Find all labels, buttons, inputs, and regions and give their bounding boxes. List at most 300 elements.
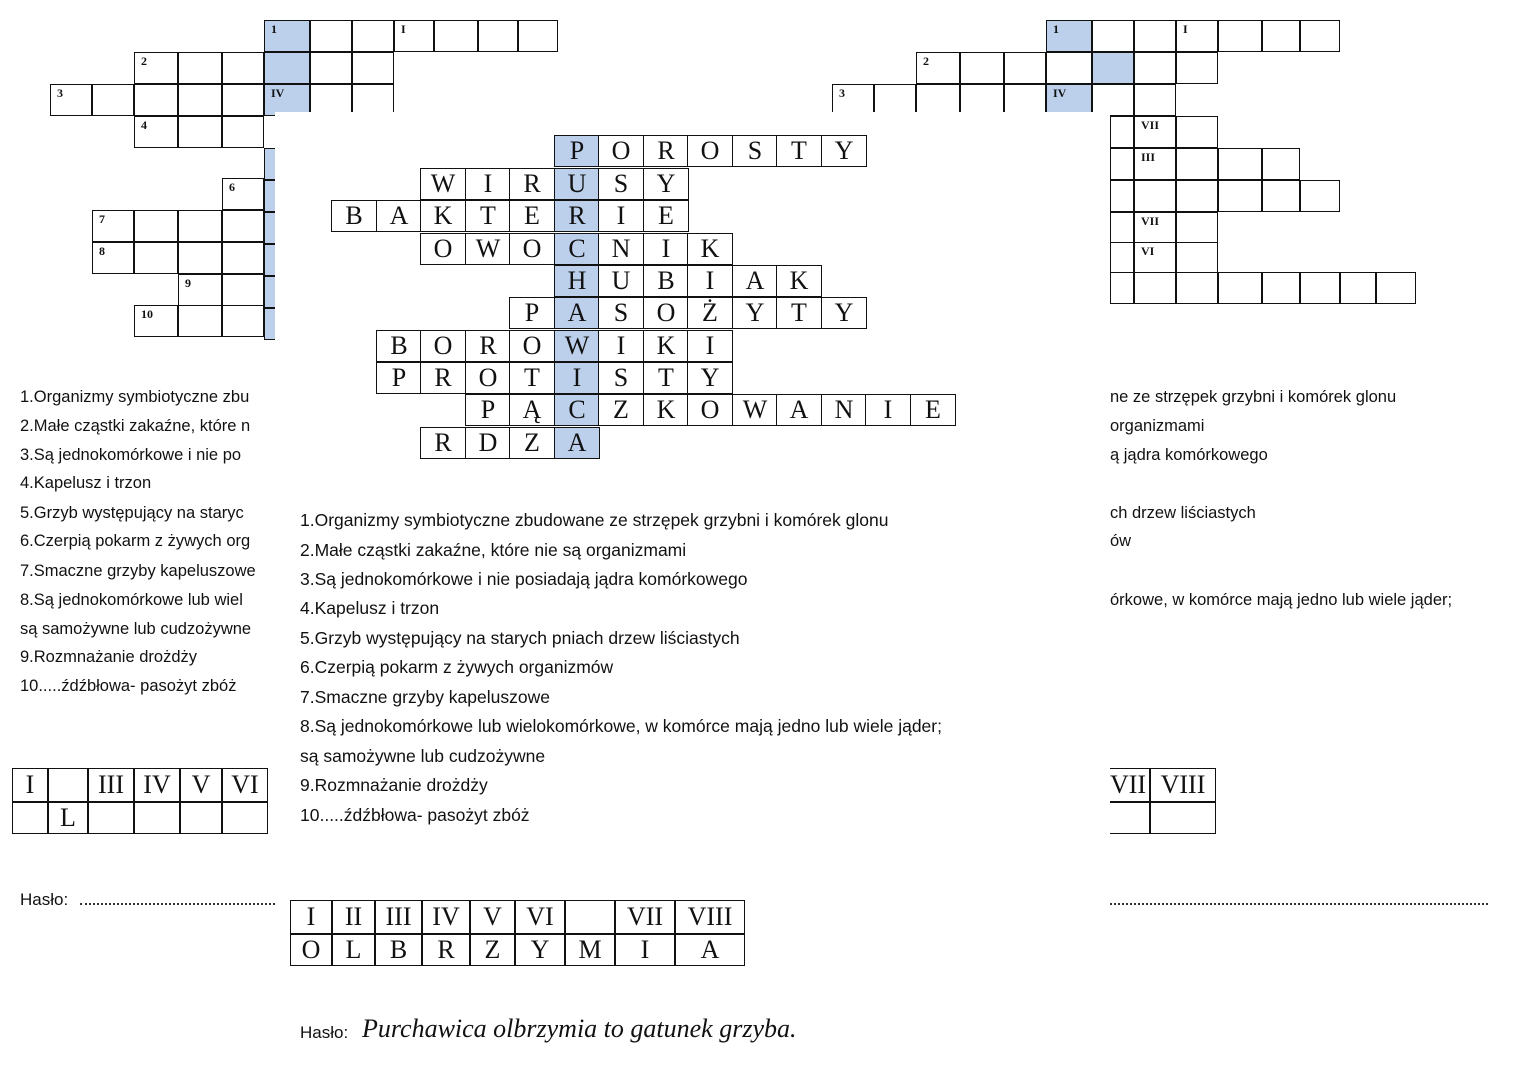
crossword-cell bbox=[509, 200, 555, 232]
grid-cell bbox=[1134, 84, 1176, 116]
grid-cell bbox=[1218, 148, 1262, 180]
clue-text: 10.....źdźbłowa- pasożyt zbóż bbox=[300, 805, 530, 825]
grid-cell bbox=[178, 52, 222, 84]
clue-number: 3 bbox=[839, 86, 845, 100]
grid-cell bbox=[1176, 212, 1218, 244]
crossword-letter: I bbox=[572, 363, 582, 392]
grid-cell bbox=[1134, 242, 1176, 274]
roman-header-cell: VI bbox=[515, 900, 565, 934]
roman-header-cell: VI bbox=[222, 768, 268, 802]
clue-text: 1.Organizmy symbiotyczne zbudowane ze strzępek grzybni i komórek glonu bbox=[300, 510, 889, 530]
background-clue: 9.Rozmnażanie drożdży bbox=[20, 648, 198, 666]
grid-cell bbox=[1110, 116, 1134, 148]
crossword-cell bbox=[420, 233, 466, 265]
crossword-cell bbox=[465, 330, 511, 362]
crossword-letter: T bbox=[791, 298, 807, 327]
clue-number: VI bbox=[1141, 244, 1155, 258]
crossword-letter: C bbox=[568, 395, 586, 424]
crossword-letter: P bbox=[480, 395, 496, 424]
crossword-letter: S bbox=[613, 363, 629, 392]
grid-cell bbox=[1262, 20, 1300, 52]
roman-value-cell: O bbox=[290, 934, 332, 966]
grid-cell bbox=[264, 20, 310, 52]
grid-cell bbox=[178, 274, 222, 306]
grid-cell bbox=[1262, 272, 1300, 304]
crossword-cell bbox=[554, 265, 600, 297]
roman-header-cell: VII bbox=[1106, 768, 1150, 802]
crossword-cell bbox=[732, 394, 778, 426]
clue-number: VII bbox=[1141, 118, 1160, 132]
crossword-cell bbox=[465, 362, 511, 394]
clue-number: 6 bbox=[229, 180, 235, 194]
clue-number: 10 bbox=[141, 307, 153, 321]
crossword-cell bbox=[554, 362, 600, 394]
crossword-letter: E bbox=[658, 201, 674, 230]
roman-header-cell: I bbox=[290, 900, 332, 934]
grid-cell bbox=[1262, 148, 1300, 180]
grid-cell bbox=[1176, 148, 1218, 180]
grid-cell bbox=[1046, 52, 1092, 84]
background-clue: 5.Grzyb występujący na staryc bbox=[20, 504, 244, 522]
roman-header-cell: V bbox=[470, 900, 515, 934]
crossword-cell bbox=[554, 200, 600, 232]
crossword-letter: N bbox=[611, 234, 631, 263]
clue-number: I bbox=[1183, 22, 1188, 36]
crossword-cell bbox=[376, 362, 422, 394]
crossword-letter: S bbox=[613, 169, 629, 198]
grid-cell bbox=[1134, 180, 1176, 212]
crossword-letter: O bbox=[700, 395, 720, 424]
crossword-letter: R bbox=[479, 331, 497, 360]
clue-number: VII bbox=[1141, 214, 1160, 228]
background-clue: organizmami bbox=[1110, 417, 1205, 435]
roman-value-cell: M bbox=[565, 934, 615, 966]
clue-text: 3.Są jednokomórkowe i nie posiadają jądra komórkowego bbox=[300, 569, 748, 589]
clue-text: 2.Małe cząstki zakaźne, które nie są organizmami bbox=[300, 540, 687, 560]
crossword-cell bbox=[865, 394, 911, 426]
crossword-cell bbox=[643, 265, 689, 297]
crossword-cell bbox=[732, 297, 778, 329]
grid-cell bbox=[222, 305, 264, 337]
background-clue: 10.....źdźbłowa- pasożyt zbóż bbox=[20, 677, 237, 695]
crossword-letter: R bbox=[523, 169, 541, 198]
grid-cell bbox=[222, 84, 264, 116]
crossword-letter: B bbox=[390, 331, 408, 360]
grid-cell bbox=[178, 242, 222, 274]
crossword-letter: A bbox=[389, 201, 409, 230]
background-clue: ch drzew liściastych bbox=[1110, 504, 1256, 522]
crossword-cell bbox=[420, 362, 466, 394]
crossword-cell bbox=[643, 135, 689, 167]
grid-cell bbox=[92, 84, 134, 116]
haslo-label: Hasło: bbox=[300, 1023, 349, 1042]
crossword-letter: W bbox=[742, 395, 768, 424]
crossword-cell bbox=[687, 362, 733, 394]
grid-cell bbox=[178, 210, 222, 242]
crossword-letter: D bbox=[478, 428, 498, 457]
grid-cell bbox=[222, 116, 264, 148]
roman-value-cell: Y bbox=[515, 934, 565, 966]
crossword-cell bbox=[420, 330, 466, 362]
crossword-cell bbox=[598, 362, 644, 394]
crossword-letter: P bbox=[391, 363, 407, 392]
crossword-cell bbox=[420, 200, 466, 232]
crossword-letter: A bbox=[789, 395, 809, 424]
crossword-cell bbox=[465, 394, 511, 426]
background-clue: órkowe, w komórce mają jedno lub wiele jąder; bbox=[1110, 591, 1453, 609]
crossword-letter: T bbox=[524, 363, 540, 392]
crossword-letter: E bbox=[925, 395, 941, 424]
crossword-letter: K bbox=[700, 234, 720, 263]
roman-value-cell bbox=[222, 802, 268, 834]
crossword-cell bbox=[554, 394, 600, 426]
grid-cell bbox=[92, 242, 134, 274]
grid-cell bbox=[1134, 20, 1176, 52]
grid-cell bbox=[310, 20, 352, 52]
clue-text: 8.Są jednokomórkowe lub wielokomórkowe, w komórce mają jedno lub wiele jąder; bbox=[300, 716, 942, 736]
grid-cell bbox=[1218, 272, 1262, 304]
roman-header-cell: VIII bbox=[1150, 768, 1216, 802]
crossword-cell bbox=[509, 394, 555, 426]
crossword-letter: W bbox=[475, 234, 501, 263]
crossword-letter: Ż bbox=[702, 298, 718, 327]
crossword-letter: R bbox=[568, 201, 586, 230]
crossword-cell bbox=[598, 200, 644, 232]
grid-cell bbox=[1340, 272, 1376, 304]
crossword-letter: R bbox=[434, 363, 452, 392]
roman-value-cell: I bbox=[615, 934, 675, 966]
grid-cell bbox=[178, 305, 222, 337]
roman-value-cell: A bbox=[675, 934, 745, 966]
grid-cell bbox=[1262, 180, 1300, 212]
background-clue: są samożywne lub cudzożywne bbox=[20, 620, 252, 638]
crossword-cell bbox=[598, 297, 644, 329]
roman-header-cell: IV bbox=[134, 768, 180, 802]
clue-number: I bbox=[401, 22, 406, 36]
grid-cell bbox=[1218, 180, 1262, 212]
roman-value-cell bbox=[1106, 802, 1150, 834]
background-clue: 4.Kapelusz i trzon bbox=[20, 474, 152, 492]
crossword-cell bbox=[687, 297, 733, 329]
background-clue: ą jądra komórkowego bbox=[1110, 446, 1268, 464]
clue-number: 8 bbox=[99, 244, 105, 258]
background-clue: 6.Czerpią pokarm z żywych org bbox=[20, 532, 251, 550]
clue-number: 2 bbox=[923, 54, 929, 68]
clue-text: 6.Czerpią pokarm z żywych organizmów bbox=[300, 657, 614, 677]
crossword-cell bbox=[821, 297, 867, 329]
grid-cell bbox=[1300, 20, 1340, 52]
crossword-cell bbox=[420, 168, 466, 200]
grid-cell bbox=[1376, 272, 1416, 304]
grid-cell bbox=[92, 210, 134, 242]
crossword-letter: H bbox=[567, 266, 587, 295]
grid-cell bbox=[518, 20, 558, 52]
crossword-letter: O bbox=[611, 136, 631, 165]
crossword-letter: B bbox=[657, 266, 675, 295]
crossword-letter: A bbox=[567, 428, 587, 457]
grid-cell bbox=[1176, 180, 1218, 212]
crossword-cell bbox=[643, 362, 689, 394]
roman-value-cell: B bbox=[375, 934, 422, 966]
crossword-cell bbox=[554, 168, 600, 200]
grid-cell bbox=[264, 52, 310, 84]
roman-value-cell: R bbox=[422, 934, 470, 966]
crossword-cell bbox=[687, 330, 733, 362]
clue-number: IV bbox=[271, 86, 285, 100]
crossword-letter: T bbox=[658, 363, 674, 392]
clue-text: są samożywne lub cudzożywne bbox=[300, 746, 546, 766]
crossword-letter: Y bbox=[700, 363, 720, 392]
grid-cell bbox=[1176, 20, 1218, 52]
roman-value-cell bbox=[180, 802, 222, 834]
crossword-cell bbox=[598, 135, 644, 167]
crossword-letter: T bbox=[480, 201, 496, 230]
crossword-letter: W bbox=[430, 169, 456, 198]
grid-cell bbox=[352, 52, 394, 84]
grid-cell bbox=[1110, 212, 1134, 244]
crossword-cell bbox=[598, 330, 644, 362]
grid-cell bbox=[222, 210, 264, 242]
crossword-cell bbox=[554, 297, 600, 329]
crossword-letter: U bbox=[611, 266, 631, 295]
crossword-cell bbox=[465, 427, 511, 459]
crossword-cell bbox=[598, 394, 644, 426]
crossword-cell bbox=[598, 265, 644, 297]
grid-cell bbox=[1110, 242, 1134, 274]
grid-cell bbox=[178, 84, 222, 116]
grid-cell bbox=[1134, 116, 1176, 148]
crossword-letter: O bbox=[522, 234, 542, 263]
background-clue: ne ze strzępek grzybni i komórek glonu bbox=[1110, 388, 1397, 406]
grid-cell bbox=[394, 20, 434, 52]
background-clue: 1.Organizmy symbiotyczne zbu bbox=[20, 388, 250, 406]
roman-value-cell bbox=[88, 802, 134, 834]
crossword-cell bbox=[687, 233, 733, 265]
grid-cell bbox=[134, 84, 178, 116]
clue-number: III bbox=[1141, 150, 1156, 164]
clue-number: 1 bbox=[271, 22, 277, 36]
crossword-cell bbox=[643, 394, 689, 426]
grid-cell bbox=[1110, 180, 1134, 212]
grid-cell bbox=[1176, 52, 1218, 84]
grid-cell bbox=[1092, 52, 1134, 84]
crossword-cell bbox=[598, 168, 644, 200]
roman-header-cell: V bbox=[180, 768, 222, 802]
grid-cell bbox=[1110, 148, 1134, 180]
crossword-letter: I bbox=[705, 331, 715, 360]
clue-text: 5.Grzyb występujący na starych pniach drzew liściastych bbox=[300, 628, 740, 648]
background-clue: 2.Małe cząstki zakaźne, które n bbox=[20, 417, 251, 435]
crossword-cell bbox=[509, 362, 555, 394]
crossword-letter: O bbox=[700, 136, 720, 165]
crossword-cell bbox=[643, 297, 689, 329]
grid-cell bbox=[134, 305, 178, 337]
grid-cell bbox=[222, 52, 264, 84]
roman-header-cell bbox=[48, 768, 88, 802]
crossword-letter: Ą bbox=[522, 395, 542, 424]
clue-text: 4.Kapelusz i trzon bbox=[300, 598, 440, 618]
crossword-letter: I bbox=[616, 331, 626, 360]
grid-cell bbox=[1218, 20, 1262, 52]
crossword-cell bbox=[776, 394, 822, 426]
crossword-cell bbox=[376, 330, 422, 362]
crossword-cell bbox=[509, 427, 555, 459]
crossword-letter: N bbox=[834, 395, 854, 424]
grid-cell bbox=[1300, 180, 1340, 212]
roman-value-cell bbox=[12, 802, 48, 834]
grid-cell bbox=[1176, 272, 1218, 304]
grid-cell bbox=[178, 116, 222, 148]
crossword-cell bbox=[910, 394, 956, 426]
crossword-cell bbox=[598, 233, 644, 265]
crossword-letter: T bbox=[791, 136, 807, 165]
clue-number: 4 bbox=[141, 118, 147, 132]
grid-cell bbox=[222, 242, 264, 274]
roman-header-cell: III bbox=[88, 768, 134, 802]
crossword-letter: Y bbox=[656, 169, 676, 198]
crossword-letter: K bbox=[656, 395, 676, 424]
grid-cell bbox=[1176, 242, 1218, 274]
crossword-cell bbox=[554, 427, 600, 459]
clue-text: 7.Smaczne grzyby kapeluszowe bbox=[300, 687, 550, 707]
crossword-cell bbox=[643, 330, 689, 362]
grid-cell bbox=[1092, 20, 1134, 52]
crossword-cell bbox=[687, 394, 733, 426]
clue-text: 9.Rozmnażanie drożdży bbox=[300, 775, 488, 795]
crossword-letter: O bbox=[433, 234, 453, 263]
crossword-cell bbox=[687, 135, 733, 167]
crossword-cell bbox=[509, 297, 555, 329]
crossword-letter: I bbox=[661, 234, 671, 263]
crossword-cell bbox=[376, 200, 422, 232]
crossword-letter: S bbox=[747, 136, 763, 165]
grid-cell bbox=[222, 274, 264, 306]
crossword-letter: I bbox=[705, 266, 715, 295]
crossword-cell bbox=[420, 427, 466, 459]
grid-cell bbox=[1134, 212, 1176, 244]
background-haslo-dots-left bbox=[80, 903, 275, 905]
haslo-answer: Purchawica olbrzymia to gatunek grzyba. bbox=[362, 1014, 797, 1043]
crossword-letter: O bbox=[522, 331, 542, 360]
background-clue: ów bbox=[1110, 532, 1132, 550]
crossword-letter: I bbox=[616, 201, 626, 230]
roman-value-cell: L bbox=[48, 802, 88, 834]
crossword-cell bbox=[465, 200, 511, 232]
crossword-letter: P bbox=[569, 136, 585, 165]
roman-value-cell: Z bbox=[470, 934, 515, 966]
grid-cell bbox=[1300, 272, 1340, 304]
crossword-letter: R bbox=[434, 428, 452, 457]
grid-cell bbox=[1134, 148, 1176, 180]
crossword-cell bbox=[687, 265, 733, 297]
roman-header-cell bbox=[565, 900, 615, 934]
grid-cell bbox=[434, 20, 478, 52]
grid-cell bbox=[222, 178, 264, 210]
crossword-letter: B bbox=[345, 201, 363, 230]
grid-cell bbox=[310, 52, 352, 84]
crossword-letter: Y bbox=[834, 136, 854, 165]
clue-number: 2 bbox=[141, 54, 147, 68]
crossword-letter: O bbox=[433, 331, 453, 360]
grid-cell bbox=[1110, 272, 1134, 304]
crossword-cell bbox=[331, 200, 377, 232]
crossword-cell bbox=[643, 233, 689, 265]
crossword-letter: C bbox=[568, 234, 586, 263]
crossword-cell bbox=[509, 330, 555, 362]
crossword-letter: Y bbox=[834, 298, 854, 327]
crossword-letter: Z bbox=[613, 395, 629, 424]
crossword-letter: Y bbox=[745, 298, 765, 327]
crossword-cell bbox=[509, 233, 555, 265]
crossword-cell bbox=[821, 394, 867, 426]
background-clue: 7.Smaczne grzyby kapeluszowe bbox=[20, 562, 256, 580]
roman-header-cell: IV bbox=[422, 900, 470, 934]
crossword-letter: P bbox=[524, 298, 540, 327]
grid-cell bbox=[134, 52, 178, 84]
crossword-cell bbox=[776, 265, 822, 297]
crossword-letter: S bbox=[613, 298, 629, 327]
grid-cell bbox=[478, 20, 518, 52]
crossword-letter: U bbox=[567, 169, 587, 198]
clue-number: 1 bbox=[1053, 22, 1059, 36]
crossword-cell bbox=[643, 200, 689, 232]
grid-cell bbox=[134, 116, 178, 148]
crossword-letter: K bbox=[433, 201, 453, 230]
roman-header-cell: III bbox=[375, 900, 422, 934]
grid-cell bbox=[134, 210, 178, 242]
grid-cell bbox=[960, 52, 1004, 84]
crossword-letter: A bbox=[745, 266, 765, 295]
clue-number: IV bbox=[1053, 86, 1067, 100]
crossword-cell bbox=[643, 168, 689, 200]
crossword-cell bbox=[554, 330, 600, 362]
crossword-letter: I bbox=[483, 169, 493, 198]
roman-header-cell: VII bbox=[615, 900, 675, 934]
grid-cell bbox=[1004, 52, 1046, 84]
roman-header-cell: II bbox=[332, 900, 375, 934]
crossword-letter: O bbox=[656, 298, 676, 327]
grid-cell bbox=[1046, 20, 1092, 52]
crossword-cell bbox=[465, 233, 511, 265]
roman-value-cell bbox=[1150, 802, 1216, 834]
crossword-letter: I bbox=[883, 395, 893, 424]
roman-header-cell: I bbox=[12, 768, 48, 802]
clue-number: 3 bbox=[57, 86, 63, 100]
roman-header-cell: VIII bbox=[675, 900, 745, 934]
crossword-cell bbox=[821, 135, 867, 167]
crossword-letter: O bbox=[478, 363, 498, 392]
crossword-letter: E bbox=[524, 201, 540, 230]
grid-cell bbox=[1134, 52, 1176, 84]
crossword-cell bbox=[732, 265, 778, 297]
grid-cell bbox=[916, 52, 960, 84]
crossword-letter: R bbox=[657, 136, 675, 165]
crossword-cell bbox=[554, 135, 600, 167]
grid-cell bbox=[50, 84, 92, 116]
grid-cell bbox=[1134, 272, 1176, 304]
grid-cell bbox=[134, 242, 178, 274]
crossword-cell bbox=[465, 168, 511, 200]
grid-cell bbox=[352, 20, 394, 52]
grid-cell bbox=[1176, 116, 1218, 148]
roman-value-cell bbox=[134, 802, 180, 834]
crossword-letter: W bbox=[564, 331, 590, 360]
crossword-cell bbox=[554, 233, 600, 265]
clue-number: 7 bbox=[99, 212, 105, 226]
crossword-letter: K bbox=[789, 266, 809, 295]
crossword-cell bbox=[509, 168, 555, 200]
background-haslo-label: Hasło: bbox=[20, 890, 69, 909]
